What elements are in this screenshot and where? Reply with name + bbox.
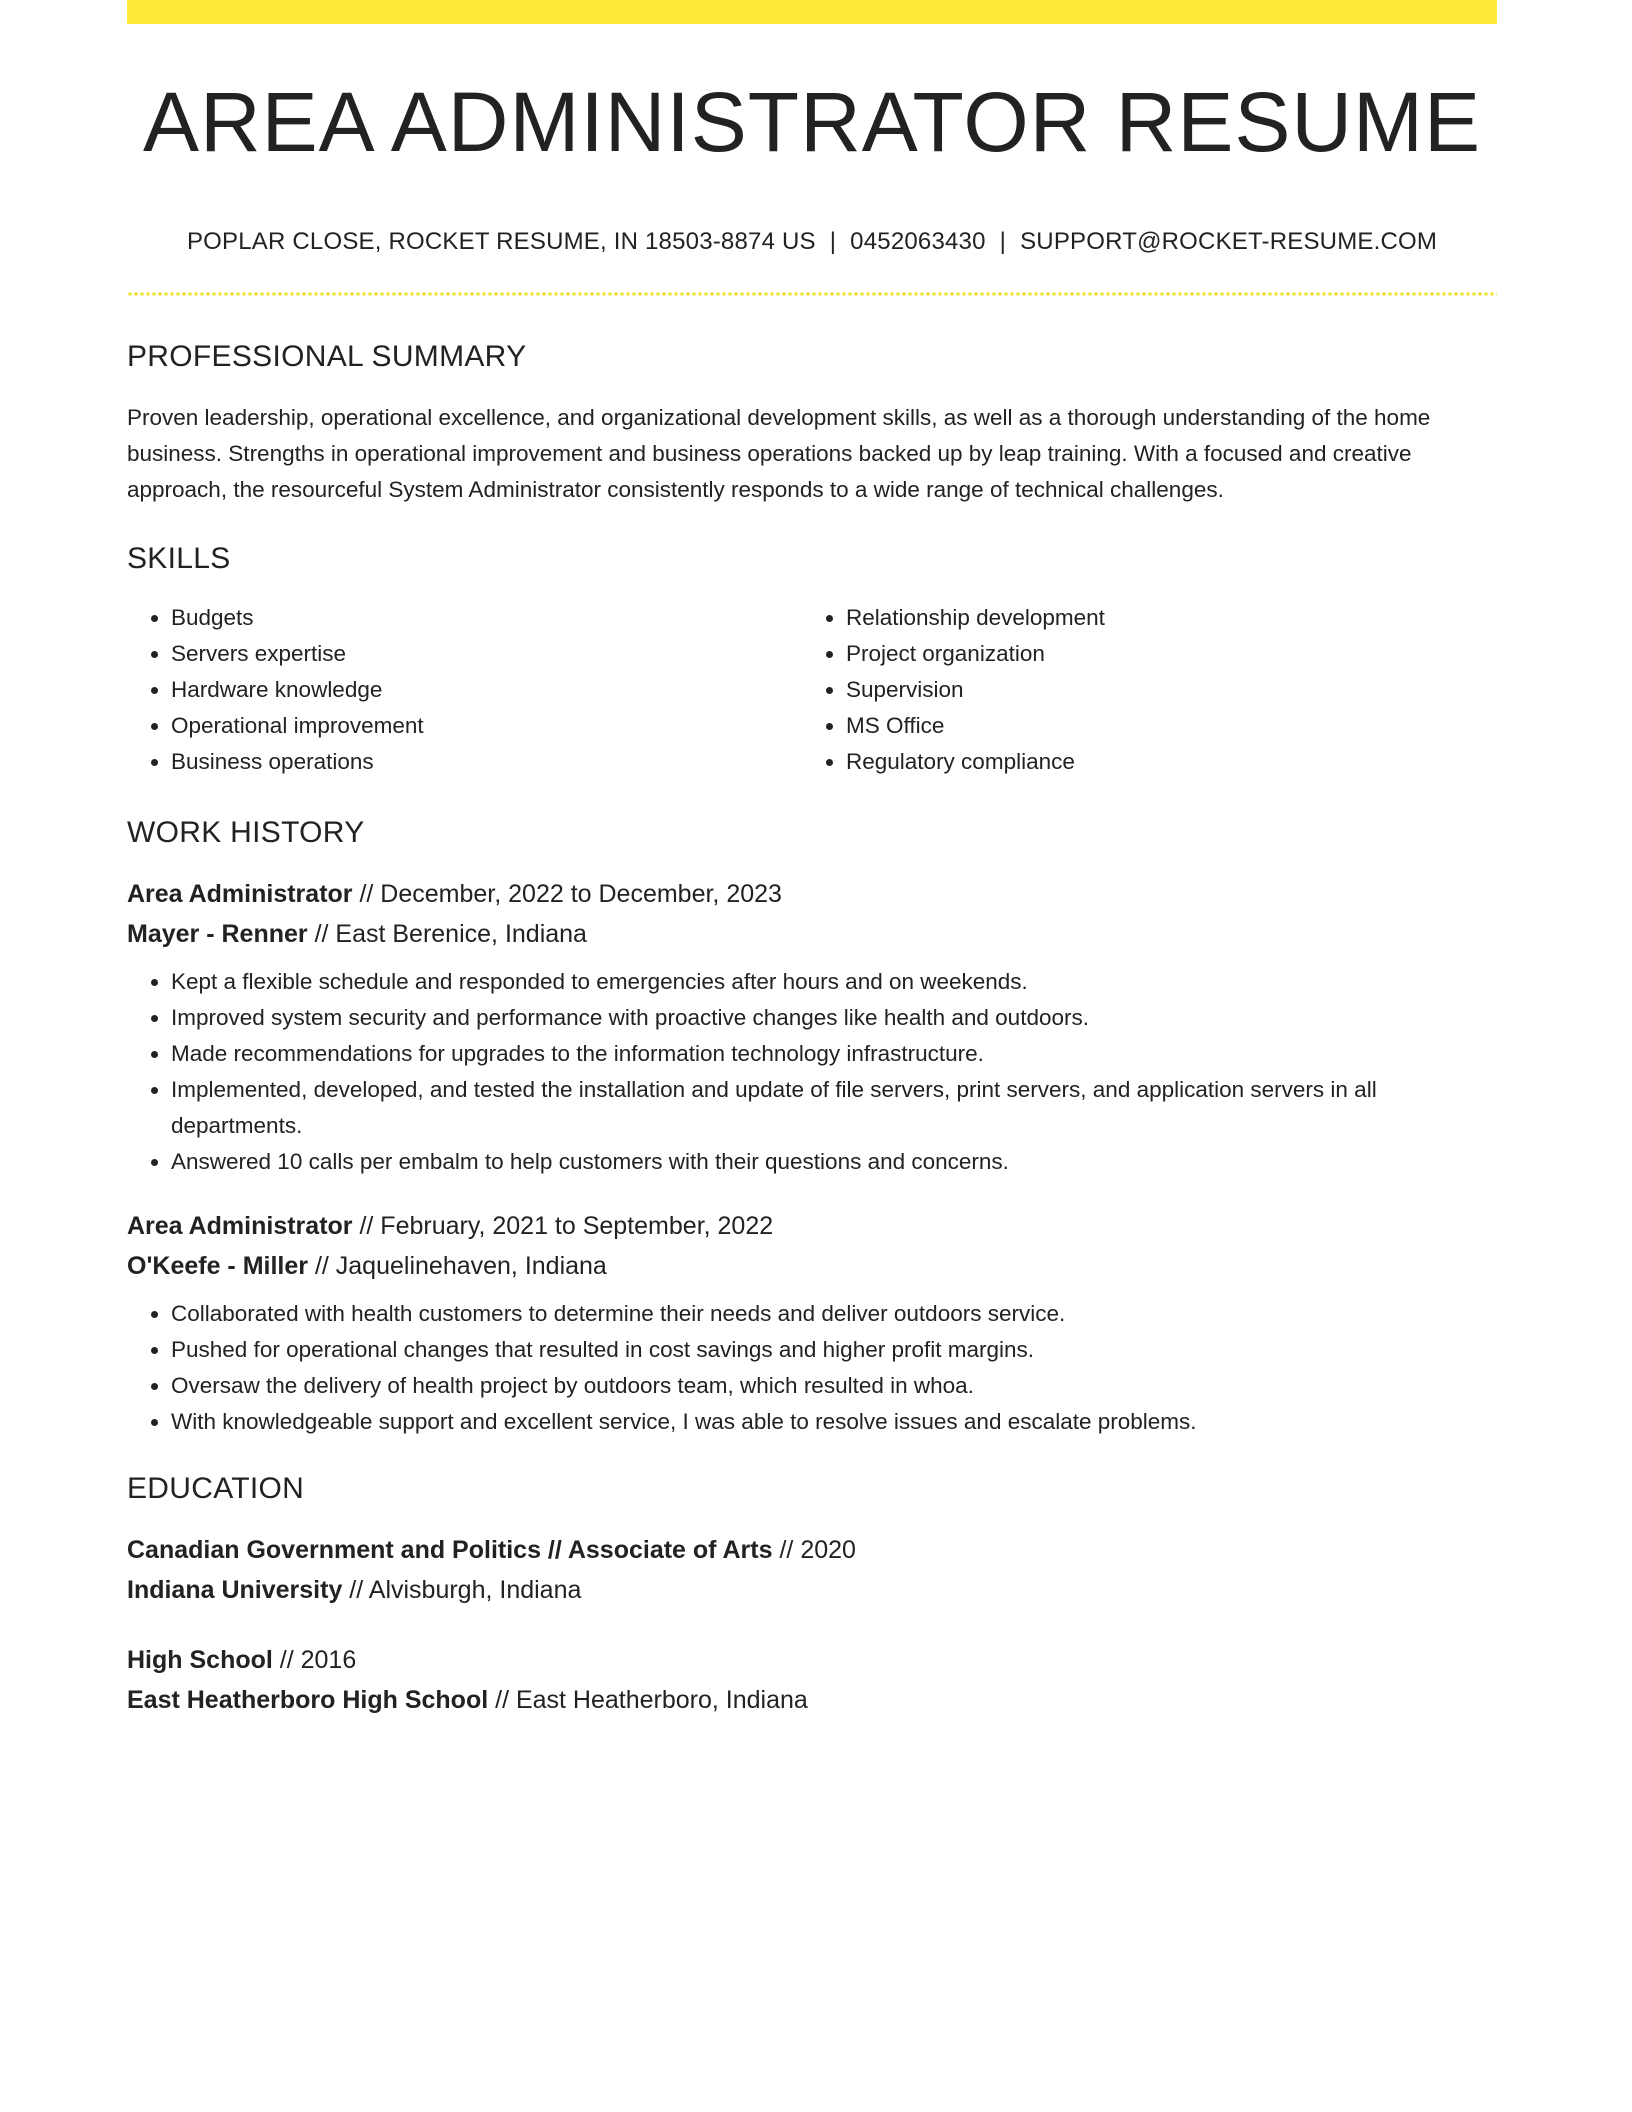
education-school: Indiana University <box>127 1576 343 1604</box>
education-heading: EDUCATION <box>127 1472 305 1505</box>
contact-separator: | <box>829 228 837 255</box>
education-school: East Heatherboro High School <box>127 1686 489 1714</box>
skill-item: • Supervision <box>846 672 1477 708</box>
contact-email: SUPPORT@ROCKET-RESUME.COM <box>1020 228 1438 255</box>
job-bullet: • Pushed for operational changes that resulted in cost savings and higher profit margins. <box>171 1332 1497 1368</box>
job-company-line <box>127 1246 1497 1286</box>
job-company: Mayer - Renner <box>127 920 308 948</box>
resume-title: AREA ADMINISTRATOR RESUME <box>142 75 1482 169</box>
job-location: // Jaquelinehaven, Indiana <box>308 1252 607 1280</box>
education-entry <box>127 1640 1497 1720</box>
job-location: // East Berenice, Indiana <box>307 920 587 948</box>
job-role: Area Administrator <box>127 880 353 908</box>
skill-item: • Budgets <box>171 600 802 636</box>
job-role: Area Administrator <box>127 1212 353 1240</box>
job-bullets <box>127 964 1497 1180</box>
work-history-heading: WORK HISTORY <box>127 816 365 849</box>
job-entry <box>127 874 1497 1180</box>
job-company-line <box>127 914 1497 954</box>
job-dates: // February, 2021 to September, 2022 <box>352 1212 774 1240</box>
job-bullets <box>127 1296 1497 1440</box>
job-bullet: • Made recommendations for upgrades to the information technology infrastructure. <box>171 1036 1497 1072</box>
contact-line <box>127 230 1497 254</box>
contact-phone: 0452063430 <box>850 228 986 255</box>
job-bullet: • Answered 10 calls per embalm to help customers with their questions and concerns. <box>171 1144 1497 1180</box>
skill-item: • Hardware knowledge <box>171 672 802 708</box>
job-bullet: • Improved system security and performance with proactive changes like health and outdoors. <box>171 1000 1497 1036</box>
education-degree: High School <box>127 1646 273 1674</box>
skill-item: • Servers expertise <box>171 636 802 672</box>
education-location: // East Heatherboro, Indiana <box>488 1686 808 1714</box>
skill-item: • Operational improvement <box>171 708 802 744</box>
contact-separator: | <box>999 228 1007 255</box>
work-history-list <box>127 874 1497 1440</box>
education-entry <box>127 1530 1497 1610</box>
skill-item: • Relationship development <box>846 600 1477 636</box>
contact-address: POPLAR CLOSE, ROCKET RESUME, IN 18503-8874 US <box>186 228 816 255</box>
job-bullet: • Implemented, developed, and tested the installation and update of file servers, print servers, and application servers in all departments. <box>171 1072 1497 1144</box>
job-bullet: • Kept a flexible schedule and responded to emergencies after hours and on weekends. <box>171 964 1497 1000</box>
job-title-line <box>127 1206 1497 1246</box>
education-degree: Canadian Government and Politics // Associate of Arts <box>127 1536 773 1564</box>
resume-page <box>127 0 1497 1720</box>
education-school-line <box>127 1570 1497 1610</box>
skills-list <box>127 600 1497 780</box>
education-degree-line <box>127 1640 1497 1680</box>
job-title-line <box>127 874 1497 914</box>
dotted-divider <box>127 292 1497 296</box>
skill-item: • Regulatory compliance <box>846 744 1477 780</box>
job-bullet: • With knowledgeable support and excellent service, I was able to resolve issues and escalate problems. <box>171 1404 1497 1440</box>
education-year: // 2020 <box>772 1536 856 1564</box>
skills-column-left <box>127 600 802 780</box>
job-company: O'Keefe - Miller <box>127 1252 308 1280</box>
skill-item: • Business operations <box>171 744 802 780</box>
education-degree-line <box>127 1530 1497 1570</box>
job-bullet: • Collaborated with health customers to determine their needs and deliver outdoors service. <box>171 1296 1497 1332</box>
education-year: // 2016 <box>272 1646 357 1674</box>
skill-item: • MS Office <box>846 708 1477 744</box>
job-dates: // December, 2022 to December, 2023 <box>352 880 782 908</box>
summary-heading: PROFESSIONAL SUMMARY <box>127 340 527 373</box>
job-bullet: • Oversaw the delivery of health project by outdoors team, which resulted in whoa. <box>171 1368 1497 1404</box>
skills-column-right <box>802 600 1477 780</box>
job-entry <box>127 1206 1497 1440</box>
education-location: // Alvisburgh, Indiana <box>342 1576 582 1604</box>
education-list <box>127 1530 1497 1720</box>
skill-item: • Project organization <box>846 636 1477 672</box>
summary-text: Proven leadership, operational excellence, and organizational development skills, as well as a thorough understanding of the home business. Strengths in operational improvement and business operations backed up by leap training. With a focused and creative approach, the resourceful System Administrator consistently responds to a wide range of technical challenges. <box>127 405 1431 502</box>
top-accent-bar <box>127 0 1497 24</box>
skills-heading: SKILLS <box>127 542 231 575</box>
education-school-line <box>127 1680 1497 1720</box>
